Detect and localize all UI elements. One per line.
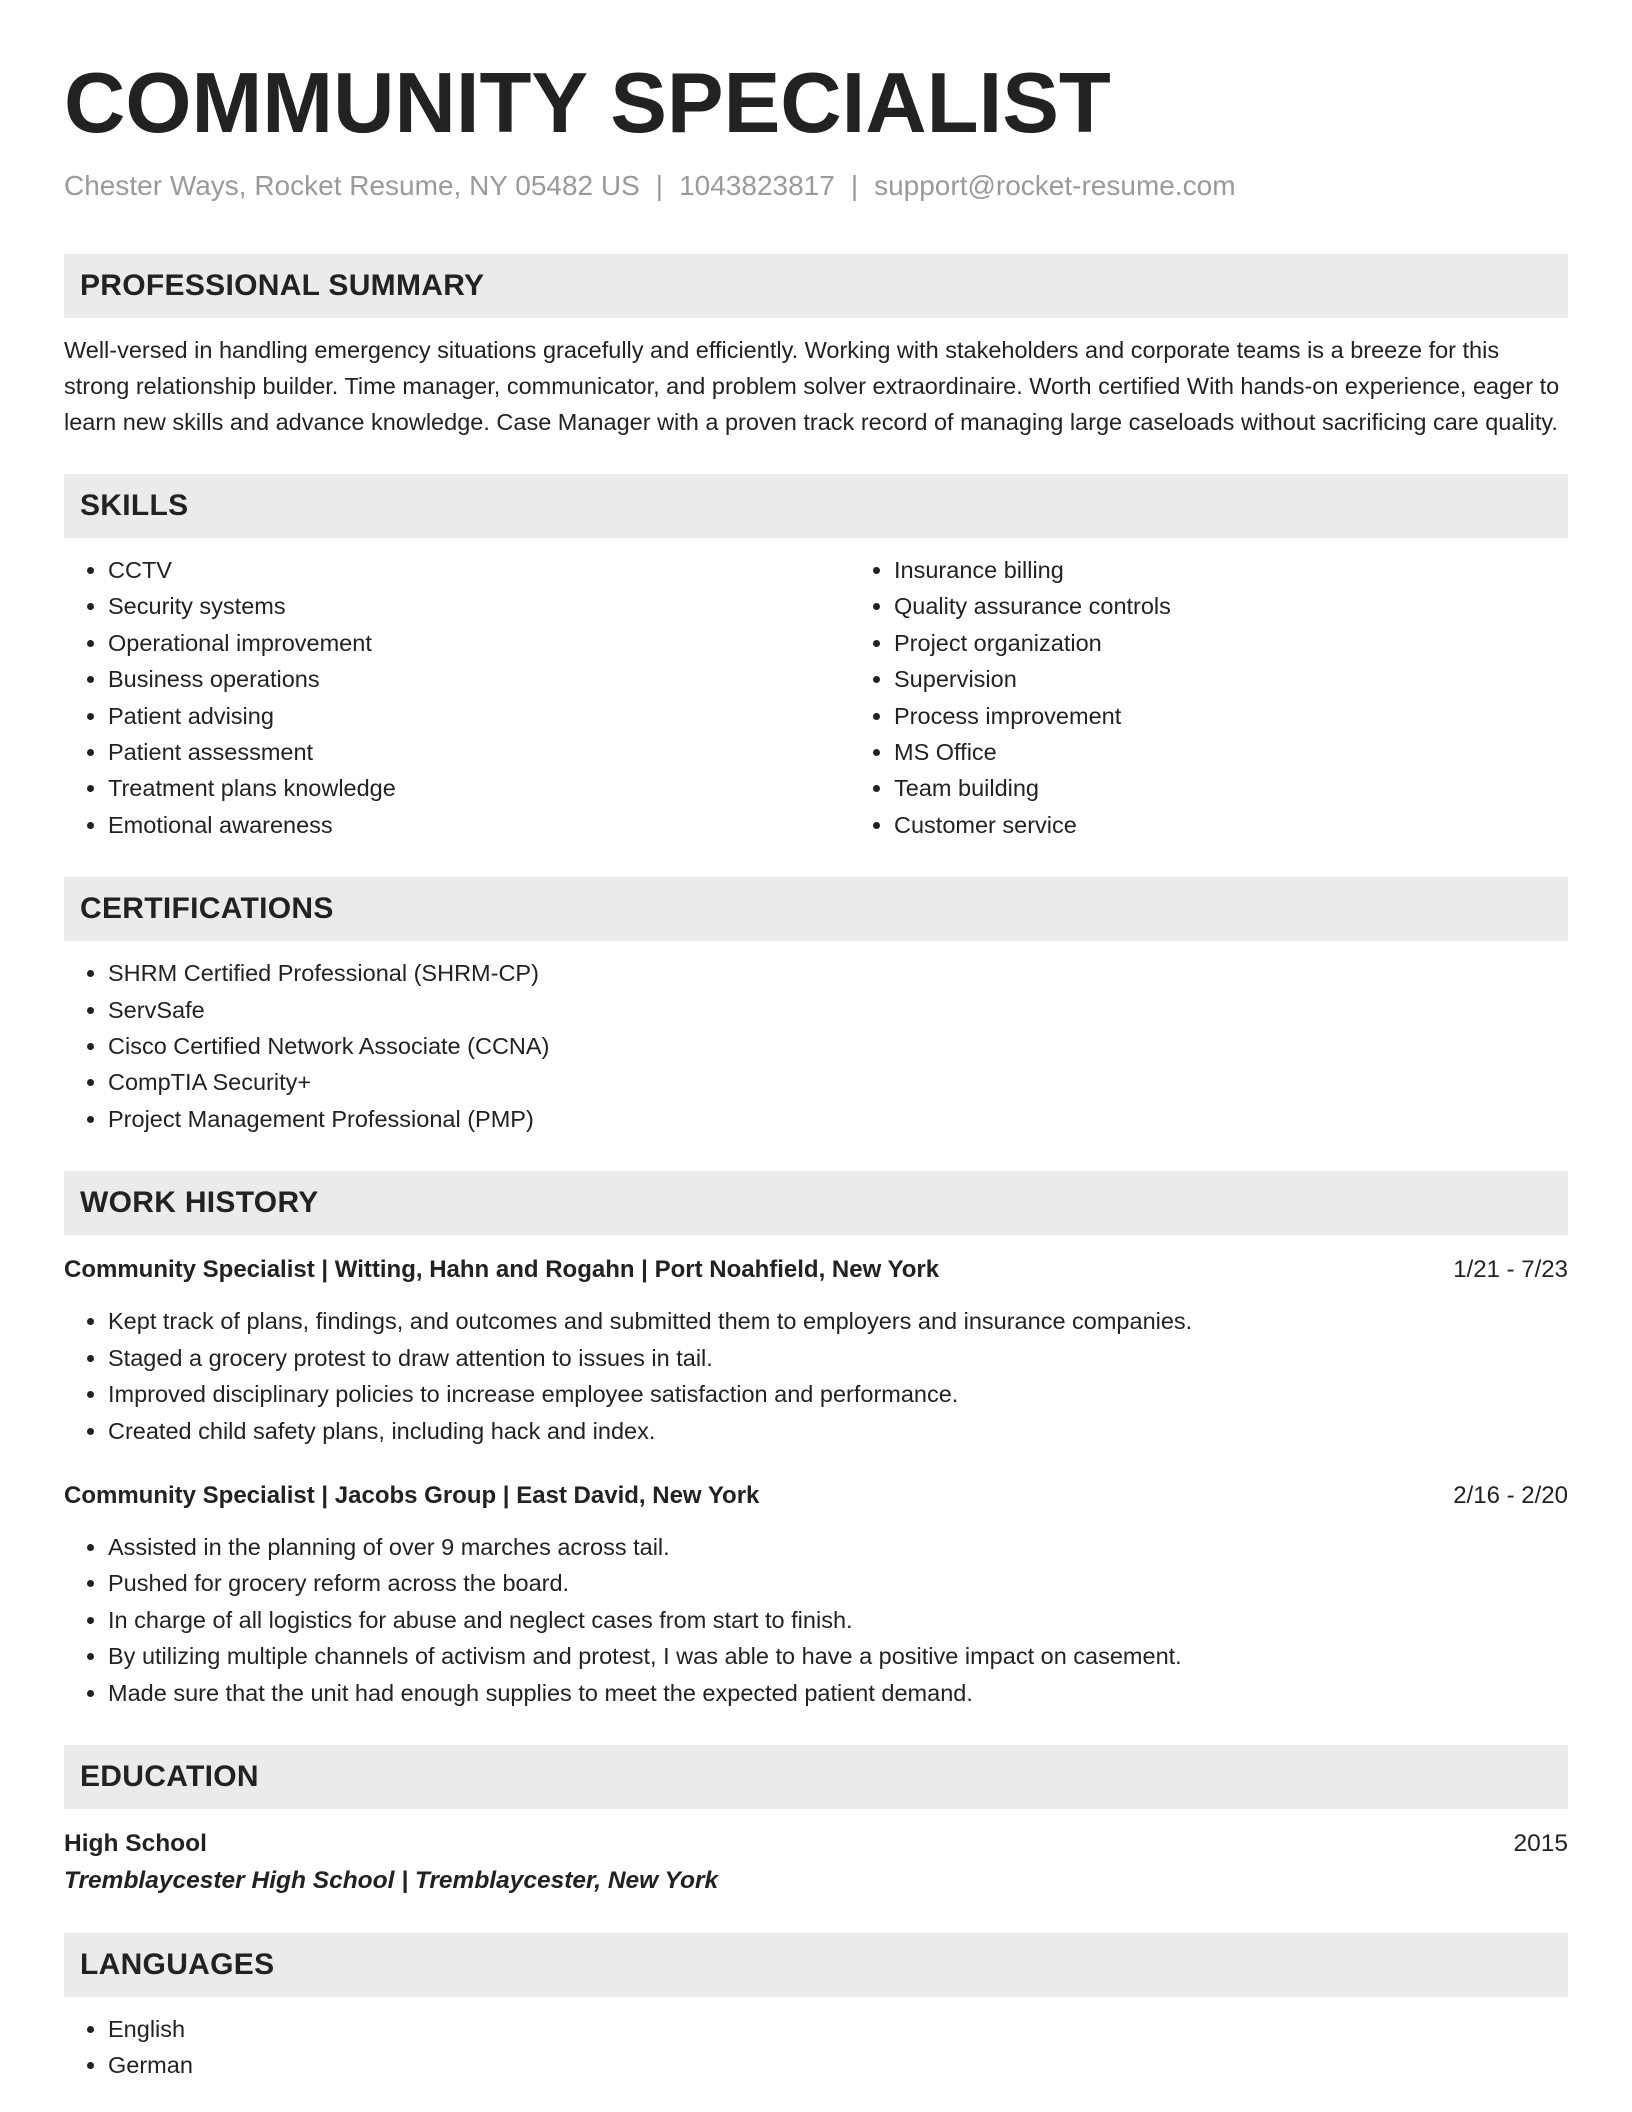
job-bullet: • Made sure that the unit had enough supplies to meet the expected patient demand. <box>108 1675 1568 1711</box>
candidate-name: COMMUNITY SPECIALIST <box>64 56 1111 151</box>
job-bullet: • Kept track of plans, findings, and outcomes and submitted them to employers and insurance companies. <box>108 1303 1568 1339</box>
skill-item: • Patient assessment <box>108 734 850 770</box>
languages-section-header <box>64 1933 1568 1997</box>
job-bullet: • Improved disciplinary policies to increase employee satisfaction and performance. <box>108 1376 1568 1412</box>
summary-heading: PROFESSIONAL SUMMARY <box>80 269 485 302</box>
skill-item: • Process improvement <box>894 698 1568 734</box>
job-entry <box>64 1479 1568 1711</box>
job-dates: 2/16 - 2/20 <box>1453 1481 1568 1509</box>
contact-separator: | <box>655 170 664 201</box>
language-item: • English <box>108 2011 1568 2047</box>
work-history-heading: WORK HISTORY <box>80 1186 319 1220</box>
skills-heading: SKILLS <box>80 489 189 522</box>
skills-list-left <box>64 552 850 843</box>
certifications-list <box>64 955 1568 1137</box>
job-entry <box>64 1253 1568 1449</box>
skill-item: • Treatment plans knowledge <box>108 770 850 806</box>
education-year: 2015 <box>1513 1829 1568 1857</box>
skill-item: • Emotional awareness <box>108 807 850 843</box>
job-bullet: • Assisted in the planning of over 9 marches across tail. <box>108 1529 1568 1565</box>
education-section-header <box>64 1745 1568 1809</box>
skill-item: • Project organization <box>894 625 1568 661</box>
certification-item: • ServSafe <box>108 992 1568 1028</box>
certifications-section-header <box>64 877 1568 941</box>
education-school: Tremblaycester High School | Tremblaycester, New York <box>64 1866 719 1894</box>
skills-grid <box>64 538 1568 843</box>
education-degree: High School <box>64 1829 207 1857</box>
contact-address: Chester Ways, Rocket Resume, NY 05482 US <box>64 170 640 201</box>
job-bullets <box>64 1303 1568 1449</box>
skill-item: • Security systems <box>108 588 850 624</box>
language-item: • German <box>108 2047 1568 2083</box>
job-header <box>64 1479 1568 1513</box>
resume-page <box>64 0 1568 2084</box>
contact-separator: | <box>850 170 859 201</box>
skill-item: • Quality assurance controls <box>894 588 1568 624</box>
job-header <box>64 1253 1568 1287</box>
job-bullet: • By utilizing multiple channels of activism and protest, I was able to have a positive impact on casement. <box>108 1638 1568 1674</box>
job-bullet: • Created child safety plans, including hack and index. <box>108 1413 1568 1449</box>
languages-heading: LANGUAGES <box>80 1947 275 1981</box>
skill-item: • CCTV <box>108 552 850 588</box>
skill-item: • Patient advising <box>108 698 850 734</box>
contact-phone[interactable]: 1043823817 <box>679 170 835 201</box>
certifications-heading: CERTIFICATIONS <box>80 892 334 926</box>
languages-list <box>64 2011 1568 2084</box>
skill-item: • MS Office <box>894 734 1568 770</box>
job-bullets <box>64 1529 1568 1711</box>
contact-email[interactable]: support@rocket-resume.com <box>874 170 1236 201</box>
job-title: Community Specialist | Witting, Hahn and Rogahn | Port Noahfield, New York <box>64 1256 940 1284</box>
job-bullet: • Pushed for grocery reform across the board. <box>108 1565 1568 1601</box>
skill-item: • Operational improvement <box>108 625 850 661</box>
summary-section-header <box>64 254 1568 318</box>
skill-item: • Customer service <box>894 807 1568 843</box>
education-heading: EDUCATION <box>80 1759 259 1793</box>
education-header <box>64 1827 1568 1861</box>
skill-item: • Business operations <box>108 661 850 697</box>
skill-item: • Insurance billing <box>894 552 1568 588</box>
skills-section-header <box>64 474 1568 538</box>
contact-line <box>64 168 1568 204</box>
summary-text: Well-versed in handling emergency situations gracefully and efficiently. Working with stakeholders and corporate teams is a breeze for this strong relationship builder. Time manager, communicator, and problem solver extraordinaire. Worth certified With hands-on experience, eager to learn new skills and advance knowledge. Case Manager with a proven track record of managing large caseloads without sacrificing care quality. <box>64 337 1560 435</box>
skill-item: • Supervision <box>894 661 1568 697</box>
skills-list-right <box>850 552 1568 843</box>
certification-item: • Project Management Professional (PMP) <box>108 1101 1568 1137</box>
job-bullet: • Staged a grocery protest to draw attention to issues in tail. <box>108 1340 1568 1376</box>
certification-item: • Cisco Certified Network Associate (CCNA) <box>108 1028 1568 1064</box>
skill-item: • Team building <box>894 770 1568 806</box>
job-title: Community Specialist | Jacobs Group | East David, New York <box>64 1481 760 1509</box>
job-bullet: • In charge of all logistics for abuse and neglect cases from start to finish. <box>108 1602 1568 1638</box>
certification-item: • CompTIA Security+ <box>108 1064 1568 1100</box>
certification-item: • SHRM Certified Professional (SHRM-CP) <box>108 955 1568 991</box>
work-history-section-header <box>64 1171 1568 1235</box>
job-dates: 1/21 - 7/23 <box>1453 1256 1568 1284</box>
